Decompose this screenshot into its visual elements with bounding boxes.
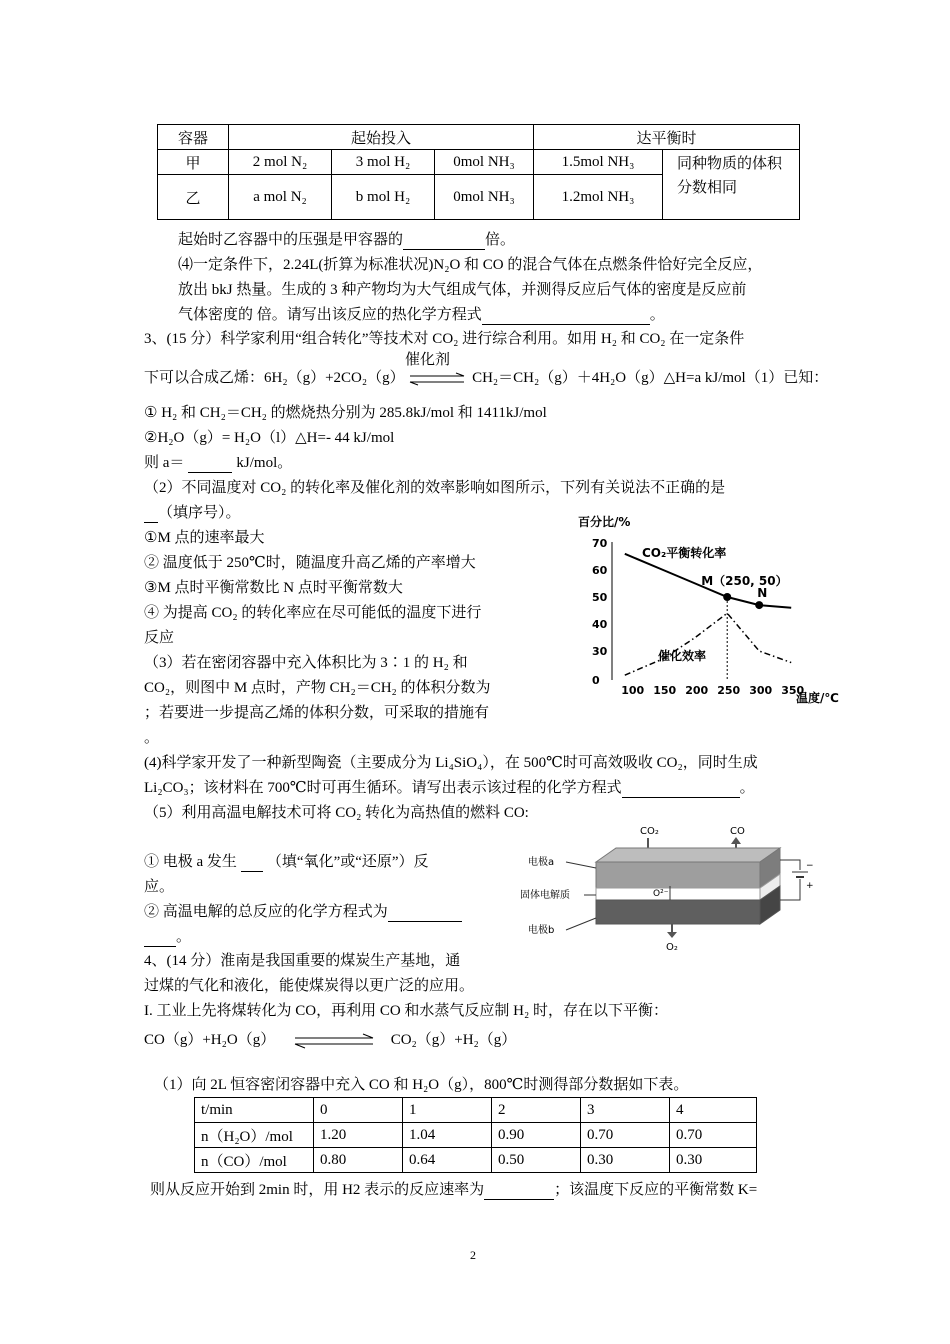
t2-header-4: 3 xyxy=(581,1098,670,1123)
label-electrode-b: 电极b xyxy=(528,925,555,936)
q4-intro2: 过煤的气化和液化，能使煤炭得以更广泛的应用。 xyxy=(144,978,475,994)
y-tick-label: 70 xyxy=(592,537,608,550)
legend-catalyst-efficiency: 催化效率 xyxy=(658,649,707,663)
t1-row2-nh3: 0mol NH₃ xyxy=(435,175,534,220)
chart-xlabel: 温度/℃ xyxy=(796,691,839,705)
q3-p2-line1: （2）不同温度对 CO₂ 的转化率及催化剂的效率影响如图所示，下列有关说法不正确的是 xyxy=(144,480,726,496)
catalyst-label: 催化剂 xyxy=(405,352,451,368)
solid-electrolyte xyxy=(596,888,760,900)
q4-intro1: 4、(14 分）淮南是我国重要的煤炭生产基地，通 xyxy=(144,953,461,969)
equilibrium-arrow-icon xyxy=(408,372,468,386)
t1-row1-h2: 3 mol H₂ xyxy=(332,150,435,175)
answer-blank[interactable] xyxy=(484,1184,554,1200)
table-initial-equilibrium xyxy=(157,124,800,220)
q4-p1-line: （1）向 2L 恒容密闭容器中充入 CO 和 H₂O（g），800℃时测得部分数据如下表。 xyxy=(154,1077,689,1093)
t2-r1-c5: 0.70 xyxy=(670,1123,757,1148)
t2-r1-c3: 0.90 xyxy=(492,1123,581,1148)
q3-intro-line1: 3、(15 分）科学家利用“组合转化”等技术对 CO₂ 进行综合利用。如用 H₂ 和 CO₂ 在一定条件 xyxy=(144,331,745,347)
q3-p5-opt1c: 应。 xyxy=(144,879,175,895)
t1-row2-h2: b mol H₂ xyxy=(332,175,435,220)
q3-option4a: ④ 为提高 CO₂ 的转化率应在尽可能低的温度下进行 xyxy=(144,605,482,621)
q3-known2: ②H₂O（g）= H₂O（l）△H=- 44 kJ/mol xyxy=(144,430,395,446)
t2-r2-c2: 0.64 xyxy=(403,1148,492,1173)
q4-part1: I. 工业上先将煤转化为 CO，再利用 CO 和水蒸气反应制 H₂ 时，存在以下平衡： xyxy=(144,1003,668,1019)
t2-r2-c4: 0.30 xyxy=(581,1148,670,1173)
q3-option4b: 反应 xyxy=(144,630,175,646)
t1-note: 同种物质的体积分数相同 xyxy=(663,150,800,220)
label-N: N xyxy=(757,586,768,601)
t1-row1-name: 甲 xyxy=(158,150,229,175)
answer-blank[interactable] xyxy=(622,782,740,798)
q3-known1: ① H₂ 和 CH₂＝CH₂ 的燃烧热分别为 285.8kJ/mol 和 1411kJ/mol xyxy=(144,405,547,421)
t2-r2-c0: n（CO）/mol xyxy=(195,1148,314,1173)
table-time-data xyxy=(194,1097,757,1173)
label-o2: O₂ xyxy=(666,942,678,953)
t2-r2-c5: 0.30 xyxy=(670,1148,757,1173)
t1-row2-name: 乙 xyxy=(158,175,229,220)
q4-last-line: 则从反应开始到 2min 时，用 H2 表示的反应速率为 ；该温度下反应的平衡常数 K= xyxy=(150,1182,758,1198)
x-tick-label: 200 xyxy=(685,684,709,697)
q3-p4-line2: Li₂CO₃；该材料在 700℃时可再生循环。请写出表示该过程的化学方程式 。 xyxy=(144,780,755,796)
q4-equation: CO（g）+H₂O（g） CO₂（g）+H₂（g） xyxy=(144,1032,517,1048)
answer-blank[interactable] xyxy=(482,309,650,325)
q2-p4-line1: ⑷一定条件下，2.24L(折算为标准状况)N₂O 和 CO 的混合气体在点燃条件恰好完全反应， xyxy=(178,257,763,273)
electrode-a xyxy=(596,862,760,888)
q3-p3-line1: （3）若在密闭容器中充入体积比为 3∶1 的 H₂ 和 xyxy=(144,655,468,671)
q3-p3-line3: ；若要进一步提高乙烯的体积分数，可采取的措施有 xyxy=(144,705,490,721)
t2-header-1: 0 xyxy=(314,1098,403,1123)
q3-p3-line2: CO₂，则图中 M 点时，产物 CH₂＝CH₂ 的体积分数为 xyxy=(144,680,491,696)
t1-row1-nh3: 0mol NH₃ xyxy=(435,150,534,175)
label-electrode-a: 电极a xyxy=(528,857,555,868)
q3-option3: ③M 点时平衡常数比 N 点时平衡常数大 xyxy=(144,580,403,596)
q3-p3-line4: 。 xyxy=(144,730,160,746)
y-tick-label: 50 xyxy=(592,591,608,604)
point-M xyxy=(723,593,731,601)
q2-p4-line2: 放出 bkJ 热量。生成的 3 种产物均为大气组成气体，并测得反应后气体的密度是反应前 xyxy=(178,282,747,298)
answer-blank[interactable] xyxy=(388,906,462,922)
co2-conversion-chart xyxy=(574,508,846,706)
answer-blank[interactable] xyxy=(241,856,263,872)
q3-p5-line1: （5）利用高温电解技术可将 CO₂ 转化为高热值的燃料 CO: xyxy=(144,805,529,821)
wire-bottom-icon xyxy=(780,879,800,900)
battery-minus-icon: − xyxy=(806,861,814,871)
q3-p5-opt1: ① 电极 a 发生 （填“氧化”或“还原”）反 xyxy=(144,854,429,870)
q3-intro-line2: 下可以合成乙烯：6H₂（g）+2CO₂（g） CH₂＝CH₂（g）＋4H₂O（g）△H=a kJ/mol（1）已知： xyxy=(144,370,829,386)
t2-r1-c1: 1.20 xyxy=(314,1123,403,1148)
answer-blank[interactable] xyxy=(188,457,232,473)
t2-r2-c1: 0.80 xyxy=(314,1148,403,1173)
x-tick-label: 350 xyxy=(781,684,805,697)
leader-electrode-a xyxy=(566,862,596,868)
table-row xyxy=(195,1123,757,1148)
t1-header-initial: 起始投入 xyxy=(229,125,534,150)
legend-co2-conversion: CO₂平衡转化率 xyxy=(642,546,727,560)
t1-header-container: 容器 xyxy=(158,125,229,150)
x-tick-label: 300 xyxy=(749,684,773,697)
t1-row2-n2: a mol N₂ xyxy=(229,175,332,220)
series-catalyst-efficiency xyxy=(625,613,791,675)
page-number: 2 xyxy=(470,1248,476,1262)
label-o2minus: O²⁻ xyxy=(653,889,669,899)
leader-electrode-b xyxy=(566,918,596,930)
q2-p4-line3: 气体密度的 倍。请写出该反应的热化学方程式 。 xyxy=(178,307,665,323)
y-tick-label: 60 xyxy=(592,564,608,577)
o2-arrowhead-icon xyxy=(667,932,677,938)
y-tick-label: 40 xyxy=(592,618,608,631)
battery-plus-icon: + xyxy=(806,881,814,891)
t2-header-2: 1 xyxy=(403,1098,492,1123)
t1-row2-eq: 1.2mol NH₃ xyxy=(534,175,663,220)
t2-r1-c2: 1.04 xyxy=(403,1123,492,1148)
chart-ylabel: 百分比/% xyxy=(578,515,631,529)
y-tick-label: 30 xyxy=(592,645,608,658)
label-co2: CO₂ xyxy=(640,826,659,837)
q3-option2: ② 温度低于 250℃时，随温度升高乙烯的产率增大 xyxy=(144,555,476,571)
t2-header-5: 4 xyxy=(670,1098,757,1123)
t2-r2-c3: 0.50 xyxy=(492,1148,581,1173)
t1-row1-eq: 1.5mol NH₃ xyxy=(534,150,663,175)
x-tick-label: 250 xyxy=(717,684,741,697)
electrode-a-top xyxy=(596,848,780,862)
q3-p4-line1: (4)科学家开发了一种新型陶瓷（主要成分为 Li₄SiO₄），在 500℃时可高效吸收 CO₂，同时生成 xyxy=(144,755,758,771)
q3-p2-line2: （填序号）。 xyxy=(144,503,241,523)
t1-row1-n2: 2 mol N₂ xyxy=(229,150,332,175)
table-row xyxy=(195,1098,757,1123)
label-co: CO xyxy=(730,826,745,837)
label-electrolyte: 固体电解质 xyxy=(520,890,570,901)
wire-top-icon xyxy=(780,860,800,870)
t2-r1-c4: 0.70 xyxy=(581,1123,670,1148)
x-tick-label: 100 xyxy=(621,684,645,697)
label-M: M（250, 50） xyxy=(701,574,788,588)
co-arrowhead-icon xyxy=(731,837,741,844)
reversible-arrow-icon xyxy=(289,1033,379,1049)
answer-blank[interactable] xyxy=(144,931,176,947)
t2-r1-c0: n（H₂O）/mol xyxy=(195,1123,314,1148)
t2-header-0: t/min xyxy=(195,1098,314,1123)
pressure-question: 起始时乙容器中的压强是甲容器的 倍。 xyxy=(178,232,516,248)
answer-blank[interactable] xyxy=(144,507,158,523)
electrode-b xyxy=(596,900,760,924)
q3-p5-opt2: ② 高温电解的总反应的化学方程式为 xyxy=(144,902,462,922)
q3-option1: ①M 点的速率最大 xyxy=(144,530,265,546)
t2-header-3: 2 xyxy=(492,1098,581,1123)
q3-a-value: 则 a＝ kJ/mol。 xyxy=(144,455,293,471)
y-tick-label: 0 xyxy=(592,674,600,687)
electrolysis-diagram xyxy=(520,820,820,955)
answer-blank[interactable] xyxy=(403,234,485,250)
q3-p5-end: 。 xyxy=(144,927,191,947)
x-tick-label: 150 xyxy=(653,684,677,697)
t1-header-equilibrium: 达平衡时 xyxy=(534,125,800,150)
point-N xyxy=(755,601,763,609)
table-row xyxy=(195,1148,757,1173)
